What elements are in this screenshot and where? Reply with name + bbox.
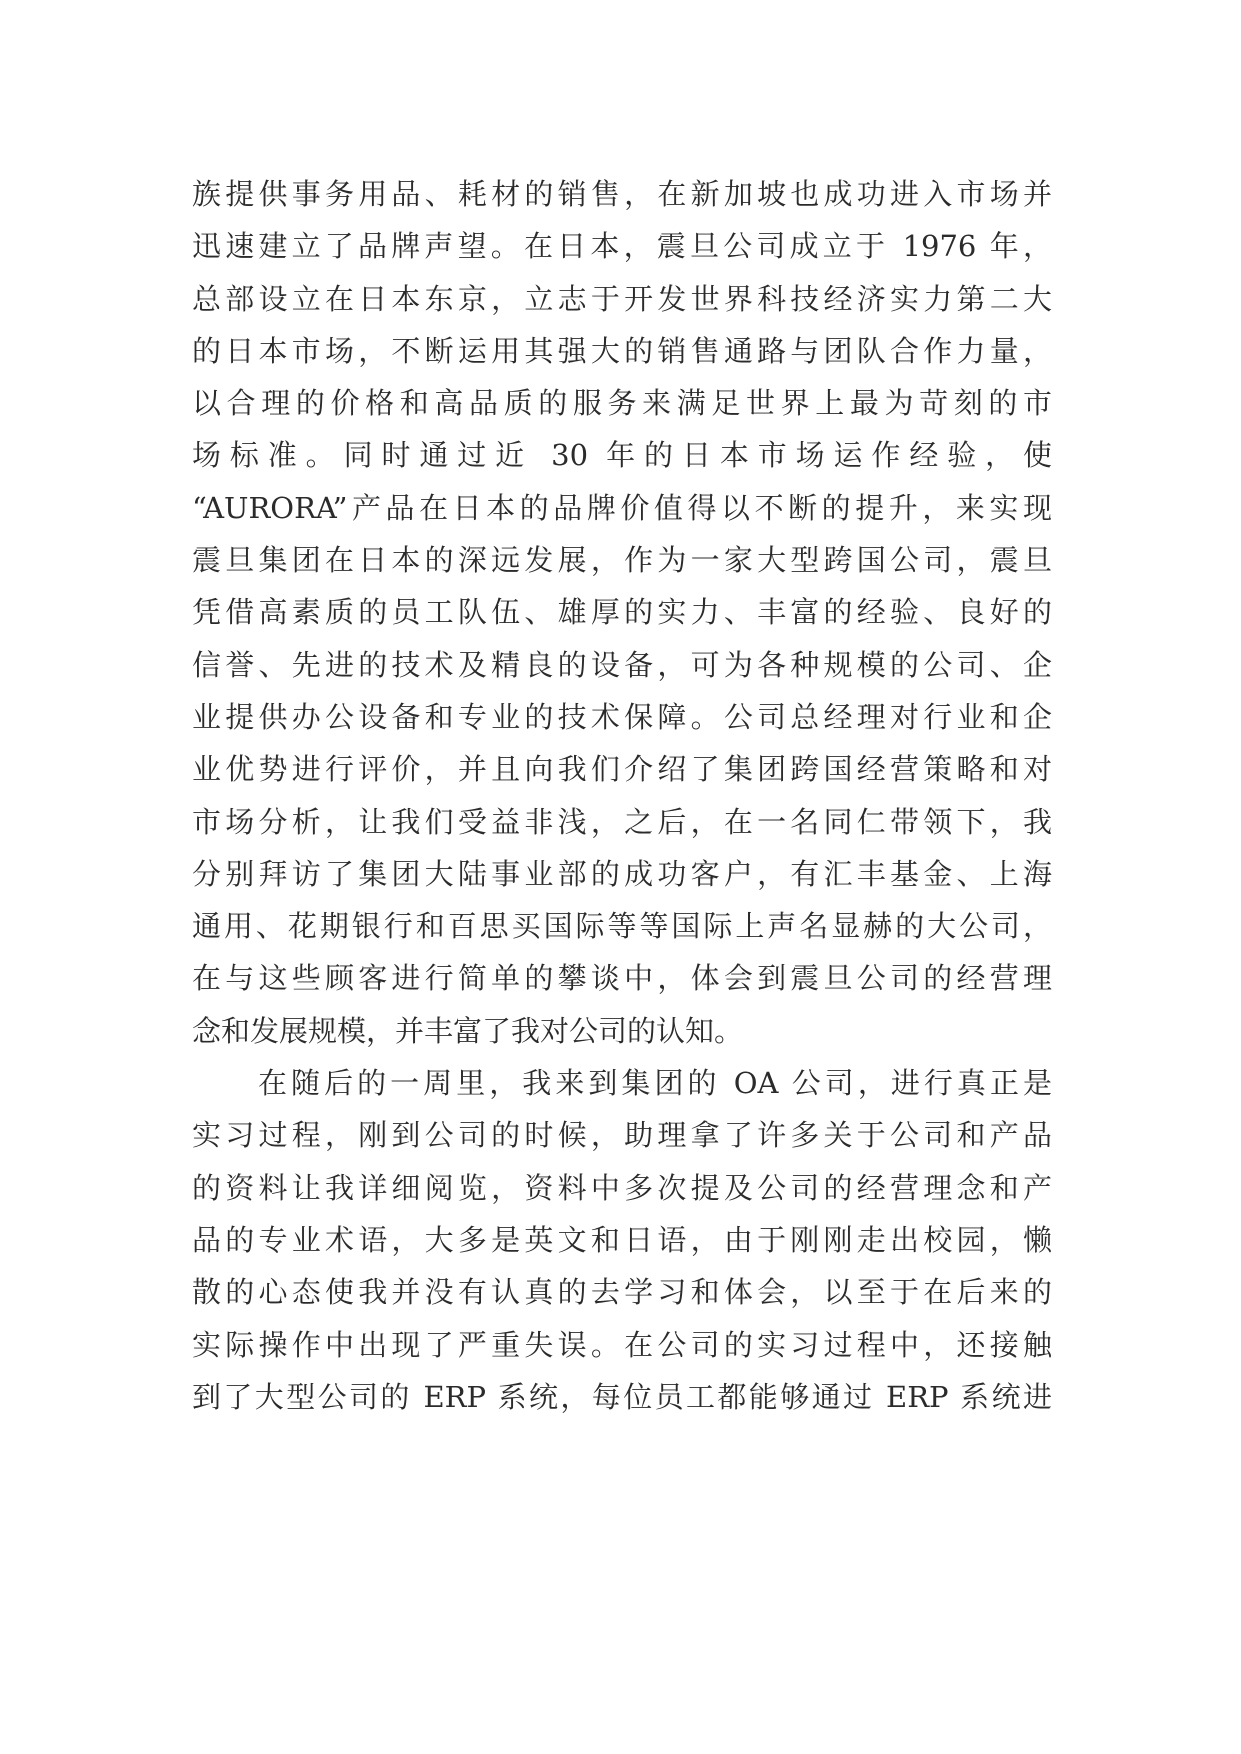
text-line: 以合理的价格和高品质的服务来满足世界上最为苛刻的市 [192, 386, 1052, 421]
text-line: 族提供事务用品、耗材的销售，在新加坡也成功进入市场并 [192, 177, 1052, 211]
text-line: 念和发展规模，并丰富了我对公司的认知。 [192, 1013, 744, 1048]
text-line: 凭借高素质的员工队伍、雄厚的实力、丰富的经验、良好的 [192, 595, 1052, 630]
text-line: 实习过程，刚到公司的时候，助理拿了许多关于公司和产品 [192, 1118, 1052, 1153]
text-line: 在与这些顾客进行简单的攀谈中，体会到震旦公司的经营理 [192, 961, 1052, 996]
text-line: 品的专业术语，大多是英文和日语，由于刚刚走出校园，懒 [192, 1222, 1052, 1257]
text-line: 的日本市场，不断运用其强大的销售通路与团队合作力量， [192, 333, 1052, 368]
text-line: 迅速建立了品牌声望。在日本，震旦公司成立于 1976 年， [192, 229, 1052, 264]
text-line: 场标准。同时通过近 30 年的日本市场运作经验，使 [192, 438, 1052, 473]
text-line: 分别拜访了集团大陆事业部的成功客户，有汇丰基金、上海 [192, 856, 1052, 891]
text-line: 震旦集团在日本的深远发展，作为一家大型跨国公司，震旦 [192, 543, 1052, 578]
text-line: 散的心态使我并没有认真的去学习和体会，以至于在后来的 [192, 1275, 1052, 1310]
text-line: “AURORA”产品在日本的品牌价值得以不断的提升，来实现 [192, 490, 1052, 525]
text-line: 实际操作中出现了严重失误。在公司的实习过程中，还接触 [192, 1327, 1052, 1362]
text-line: 业优势进行评价，并且向我们介绍了集团跨国经营策略和对 [192, 752, 1052, 787]
text-line: 业提供办公设备和专业的技术保障。公司总经理对行业和企 [192, 699, 1052, 734]
text-line: 总部设立在日本东京，立志于开发世界科技经济实力第二大 [192, 281, 1052, 316]
paragraph-first-line: 在随后的一周里，我来到集团的 OA 公司，进行真正是 [258, 1066, 1052, 1101]
text-line: 信誉、先进的技术及精良的设备，可为各种规模的公司、企 [192, 647, 1052, 682]
text-line: 到了大型公司的 ERP 系统，每位员工都能够通过 ERP 系统进 [192, 1379, 1052, 1414]
text-line: 的资料让我详细阅览，资料中多次提及公司的经营理念和产 [192, 1170, 1052, 1205]
text-line: 通用、花期银行和百思买国际等等国际上声名显赫的大公司， [192, 909, 1052, 944]
text-line: 市场分析，让我们受益非浅，之后，在一名同仁带领下，我 [192, 804, 1052, 839]
body-text [192, 168, 1052, 1423]
